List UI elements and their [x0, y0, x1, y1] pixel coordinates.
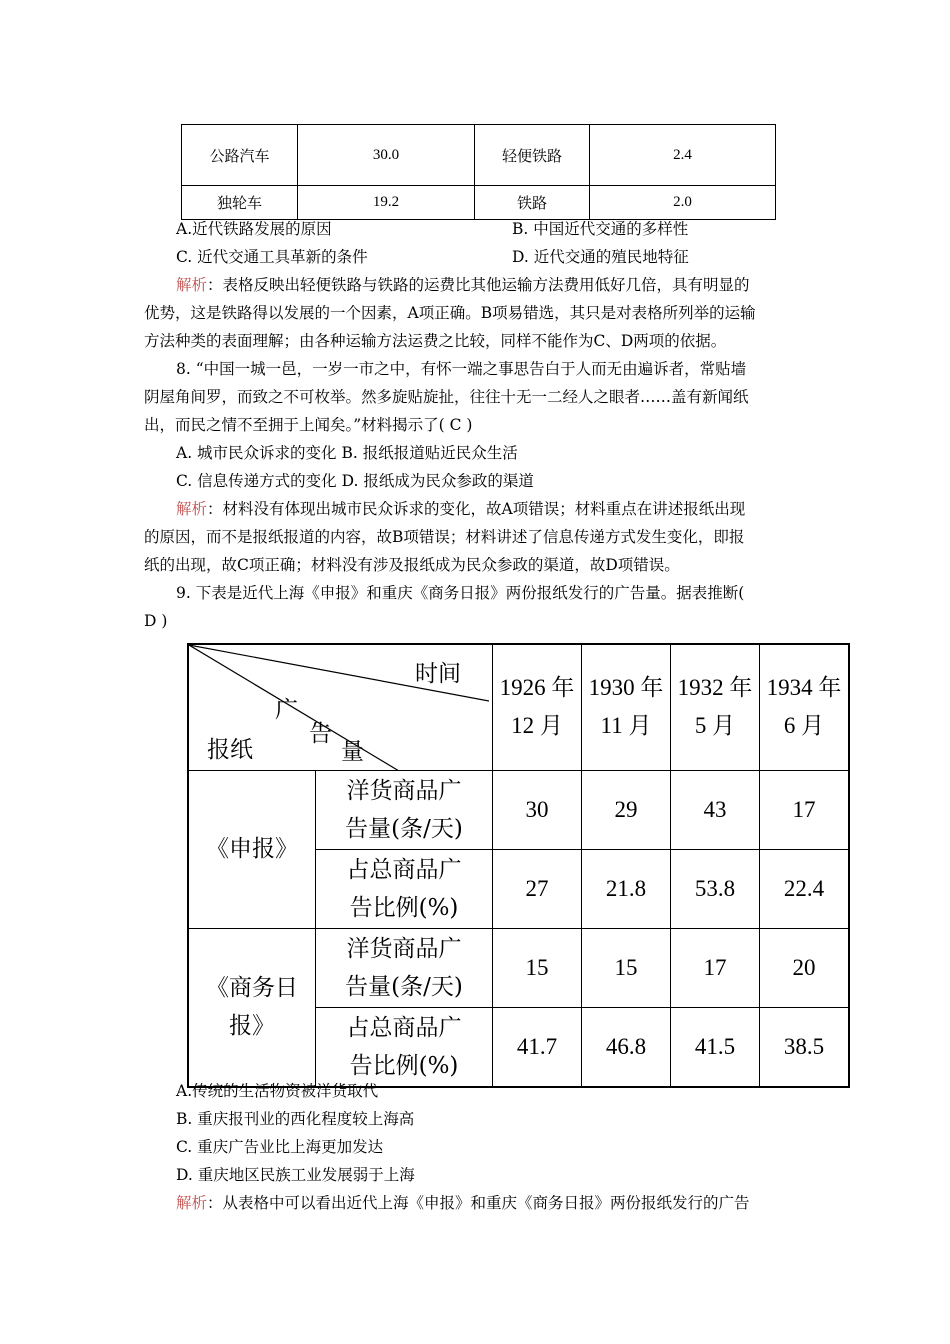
q9-option-c: C. 重庆广告业比上海更加发达 [176, 1138, 384, 1156]
paper-name: 《商务日报》 [188, 928, 316, 1087]
q8-stem-line: 阴屋角间罗，而致之不可枚举。然多旋贴旋扯，往往十无一二经人之眼者……盖有新闻纸 [144, 388, 749, 406]
q9-analysis-line: 解析：从表格中可以看出近代上海《申报》和重庆《商务日报》两份报纸发行的广告 [176, 1194, 750, 1212]
table-cell: 41.7 [493, 1007, 582, 1087]
header-ad-2: 告 [309, 721, 332, 747]
table-cell: 43 [671, 770, 760, 849]
table-cell: 22.4 [760, 849, 850, 928]
table-cell: 2.4 [590, 125, 776, 186]
table-cell: 29 [582, 770, 671, 849]
table-cell: 38.5 [760, 1007, 850, 1087]
table-cell: 17 [671, 928, 760, 1007]
table-cell: 27 [493, 849, 582, 928]
header-ad-3: 量 [341, 739, 364, 765]
period-header: 1930 年 11 月 [582, 644, 671, 770]
diagonal-header-cell [188, 644, 493, 770]
period-header: 1926 年 12 月 [493, 644, 582, 770]
q7-option-a: A.近代铁路发展的原因 [176, 220, 332, 238]
row-label: 洋货商品广 告量(条/天) [316, 770, 493, 849]
paper-name: 《申报》 [188, 770, 316, 928]
table-cell: 41.5 [671, 1007, 760, 1087]
q9-stem-line: D ) [144, 612, 168, 630]
q9-option-b: B. 重庆报刊业的西化程度较上海高 [176, 1110, 415, 1128]
q8-analysis-line: 解析：材料没有体现出城市民众诉求的变化，故A项错误；材料重点在讲述报纸出现 [176, 500, 746, 518]
q7-analysis-line: 解析：表格反映出轻便铁路与铁路的运费比其他运输方法费用低好几倍，具有明显的 [176, 276, 750, 294]
header-ad-1: 广 [275, 697, 298, 723]
analysis-label: 解析 [176, 500, 208, 518]
row-label: 占总商品广 告比例(%) [316, 1007, 493, 1087]
q8-analysis-line: 的原因，而不是报纸报道的内容，故B项错误；材料讲述了信息传递方式发生变化，即报 [144, 528, 745, 546]
table-cell: 19.2 [298, 186, 475, 220]
analysis-label: 解析 [176, 1194, 208, 1212]
table-cell: 17 [760, 770, 850, 849]
q9-option-d: D. 重庆地区民族工业发展弱于上海 [176, 1166, 415, 1184]
q7-option-d: D. 近代交通的殖民地特征 [512, 248, 689, 266]
table-cell: 15 [582, 928, 671, 1007]
row-label: 洋货商品广 告量(条/天) [316, 928, 493, 1007]
header-time: 时间 [415, 661, 461, 687]
q8-stem-line: 8. “中国一城一邑，一岁一市之中，有怀一端之事思告白于人而无由遍诉者，常贴墙 [176, 360, 747, 378]
q9-stem-line: 9. 下表是近代上海《申报》和重庆《商务日报》两份报纸发行的广告量。据表推断( [176, 584, 745, 602]
row-label: 占总商品广 告比例(%) [316, 849, 493, 928]
header-paper: 报纸 [207, 737, 253, 763]
table-cell: 轻便铁路 [475, 125, 590, 186]
q8-analysis-line: 纸的出现，故C项正确；材料没有涉及报纸成为民众参政的渠道，故D项错误。 [144, 556, 680, 574]
q8-options-ab: A. 城市民众诉求的变化 B. 报纸报道贴近民众生活 [176, 444, 518, 462]
table-cell: 独轮车 [182, 186, 298, 220]
table-cell: 公路汽车 [182, 125, 298, 186]
table-cell: 21.8 [582, 849, 671, 928]
q7-option-c: C. 近代交通工具革新的条件 [176, 248, 368, 266]
table-cell: 30 [493, 770, 582, 849]
freight-table [181, 124, 776, 220]
table-cell: 30.0 [298, 125, 475, 186]
q9-option-a: A.传统的生活物资被洋货取代 [176, 1082, 379, 1100]
period-header: 1934 年 6 月 [760, 644, 850, 770]
analysis-label: 解析 [176, 276, 208, 294]
period-header: 1932 年 5 月 [671, 644, 760, 770]
q8-options-cd: C. 信息传递方式的变化 D. 报纸成为民众参政的渠道 [176, 472, 534, 490]
table-cell: 53.8 [671, 849, 760, 928]
table-cell: 2.0 [590, 186, 776, 220]
q7-option-b: B. 中国近代交通的多样性 [512, 220, 689, 238]
q7-analysis-line: 优势，这是铁路得以发展的一个因素，A项正确。B项易错选，其只是对表格所列举的运输 [144, 304, 756, 322]
q8-stem-line: 出，而民之情不至拥于上闻矣。”材料揭示了( C ) [144, 416, 473, 434]
advertising-table [187, 643, 850, 1088]
table-cell: 46.8 [582, 1007, 671, 1087]
q7-analysis-line: 方法种类的表面理解；由各种运输方法运费之比较，同样不能作为C、D两项的依据。 [144, 332, 727, 350]
table-cell: 20 [760, 928, 850, 1007]
table-cell: 15 [493, 928, 582, 1007]
table-cell: 铁路 [475, 186, 590, 220]
